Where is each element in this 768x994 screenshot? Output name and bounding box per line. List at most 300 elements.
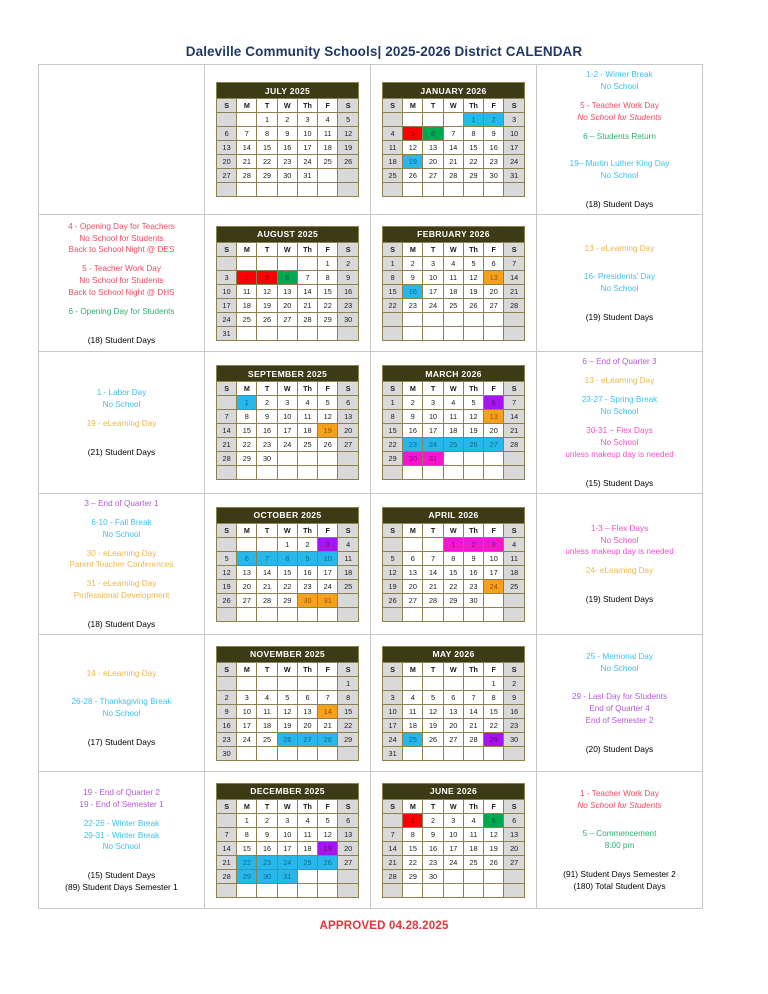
day-cell-8: 8	[443, 551, 463, 565]
notes-left_notes	[39, 136, 204, 144]
dow-header-6: S	[504, 382, 525, 396]
day-cell-23: 23	[423, 855, 443, 869]
day-cell-13: 13	[443, 704, 463, 718]
day-cell-14: 14	[217, 424, 237, 438]
day-cell-23: 23	[463, 579, 483, 593]
day-cell-28: 28	[217, 452, 237, 466]
note-block	[42, 418, 201, 430]
day-cell-18: 18	[504, 565, 525, 579]
day-cell-17: 17	[318, 565, 338, 579]
note-line: 19 - End of Quarter 2	[83, 787, 160, 797]
day-cell-2: 2	[484, 113, 504, 127]
day-cell-7: 7	[463, 690, 483, 704]
empty-day-cell	[504, 593, 525, 607]
dow-header-3: W	[277, 662, 297, 676]
note-line: 29 - Last Day for Students	[571, 692, 668, 702]
day-cell-15: 15	[463, 141, 483, 155]
day-cell-30: 30	[504, 732, 525, 746]
week-row	[217, 883, 359, 897]
day-cell-10: 10	[443, 827, 463, 841]
day-cell-19: 19	[257, 298, 277, 312]
empty-day-cell	[297, 256, 317, 270]
day-cell-29: 29	[484, 732, 504, 746]
day-cell-4: 4	[463, 813, 483, 827]
day-cell-19: 19	[463, 284, 483, 298]
day-cell-1: 1	[237, 396, 257, 410]
empty-day-cell	[217, 676, 237, 690]
empty-day-cell	[504, 452, 525, 466]
day-cell-25: 25	[383, 169, 403, 183]
week-row	[383, 746, 525, 760]
day-cell-26: 26	[463, 438, 483, 452]
dow-header-3: W	[277, 799, 297, 813]
day-cell-22: 22	[383, 438, 403, 452]
empty-day-cell	[463, 869, 483, 883]
day-cell-23: 23	[217, 732, 237, 746]
week-row	[217, 183, 359, 197]
week-row	[383, 593, 525, 607]
empty-day-cell	[277, 326, 297, 340]
month-title: JUNE 2026	[383, 783, 525, 799]
empty-day-cell	[297, 183, 317, 197]
empty-day-cell	[237, 537, 257, 551]
day-cell-7: 7	[318, 690, 338, 704]
empty-day-cell	[237, 883, 257, 897]
day-cell-18: 18	[237, 298, 257, 312]
notes-spacer	[540, 819, 699, 828]
calendar-cell-right	[371, 65, 537, 215]
day-cell-31: 31	[217, 326, 237, 340]
day-cell-25: 25	[297, 855, 317, 869]
empty-day-cell	[383, 183, 403, 197]
note-line: 31 - eLearning Day	[86, 579, 157, 589]
day-cell-27: 27	[338, 855, 359, 869]
dow-header-6: S	[504, 799, 525, 813]
empty-day-cell	[217, 607, 237, 621]
dow-header-0: S	[217, 99, 237, 113]
calendar-cell-right	[371, 493, 537, 634]
day-cell-16: 16	[257, 424, 277, 438]
day-cell-23: 23	[504, 718, 525, 732]
empty-day-cell	[443, 883, 463, 897]
day-cell-10: 10	[277, 827, 297, 841]
note-line: 6-10 - Fall Break	[91, 517, 152, 527]
note-line: No School	[102, 708, 141, 718]
week-row	[217, 593, 359, 607]
week-row	[383, 127, 525, 141]
empty-day-cell	[443, 466, 463, 480]
day-cell-5: 5	[257, 270, 277, 284]
empty-day-cell	[504, 312, 525, 326]
empty-day-cell	[443, 326, 463, 340]
day-cell-16: 16	[403, 284, 423, 298]
student-days-count: (21) Student Days	[87, 446, 156, 457]
note-block	[540, 523, 699, 559]
day-cell-8: 8	[237, 410, 257, 424]
day-cell-31: 31	[383, 746, 403, 760]
empty-day-cell	[463, 326, 483, 340]
empty-day-cell	[423, 312, 443, 326]
day-cell-23: 23	[277, 155, 297, 169]
month-calendar-december-2025	[216, 783, 359, 898]
day-cell-1: 1	[318, 256, 338, 270]
day-cell-18: 18	[297, 424, 317, 438]
empty-day-cell	[403, 183, 423, 197]
empty-day-cell	[463, 676, 483, 690]
empty-day-cell	[463, 312, 483, 326]
empty-day-cell	[484, 452, 504, 466]
dow-header-6: S	[504, 662, 525, 676]
note-block	[42, 263, 201, 299]
week-row	[383, 298, 525, 312]
notes-spacer	[42, 609, 201, 618]
day-cell-17: 17	[217, 298, 237, 312]
empty-day-cell	[237, 113, 257, 127]
empty-day-cell	[237, 326, 257, 340]
calendar-cell-left	[205, 352, 371, 493]
day-cell-16: 16	[403, 424, 423, 438]
month-title: APRIL 2026	[383, 507, 525, 523]
day-cell-4: 4	[237, 270, 257, 284]
dow-header-1: M	[237, 99, 257, 113]
day-cell-12: 12	[217, 565, 237, 579]
week-row	[217, 438, 359, 452]
empty-day-cell	[318, 452, 338, 466]
note-line: No School	[600, 437, 639, 447]
day-cell-4: 4	[297, 396, 317, 410]
day-cell-1: 1	[463, 113, 483, 127]
notes-cell-left	[39, 65, 205, 215]
empty-day-cell	[423, 746, 443, 760]
day-cell-19: 19	[463, 424, 483, 438]
note-line: 22-26 - Winter Break	[83, 818, 160, 828]
calendar-row	[39, 215, 703, 352]
day-cell-27: 27	[297, 732, 317, 746]
day-cell-27: 27	[237, 593, 257, 607]
day-cell-26: 26	[217, 593, 237, 607]
day-cell-25: 25	[504, 579, 525, 593]
calendar-row	[39, 772, 703, 909]
empty-day-cell	[463, 183, 483, 197]
note-line: No School	[102, 400, 141, 410]
notes-spacer	[42, 727, 201, 736]
empty-day-cell	[383, 113, 403, 127]
week-row	[383, 732, 525, 746]
day-cell-30: 30	[297, 593, 317, 607]
dow-header-2: T	[423, 799, 443, 813]
day-cell-26: 26	[403, 169, 423, 183]
month-title: MARCH 2026	[383, 366, 525, 382]
empty-day-cell	[277, 607, 297, 621]
day-cell-12: 12	[318, 827, 338, 841]
dow-header-5: F	[484, 242, 504, 256]
empty-day-cell	[318, 869, 338, 883]
day-cell-29: 29	[403, 869, 423, 883]
dow-header-4: Th	[297, 523, 317, 537]
dow-header-1: M	[237, 523, 257, 537]
day-cell-29: 29	[463, 169, 483, 183]
day-cell-25: 25	[257, 732, 277, 746]
empty-day-cell	[338, 593, 359, 607]
day-cell-21: 21	[443, 155, 463, 169]
notes-right_notes	[537, 647, 702, 759]
calendar-cell-left	[205, 772, 371, 909]
day-cell-27: 27	[484, 298, 504, 312]
dow-header-6: S	[338, 99, 359, 113]
empty-day-cell	[383, 537, 403, 551]
week-row	[383, 326, 525, 340]
note-line: unless makeup day is needed	[565, 547, 674, 557]
day-cell-16: 16	[338, 284, 359, 298]
day-cell-31: 31	[423, 452, 443, 466]
week-row	[383, 855, 525, 869]
note-line: No School	[600, 81, 639, 91]
dow-header-2: T	[257, 382, 277, 396]
day-cell-2: 2	[257, 813, 277, 827]
dow-header-5: F	[484, 523, 504, 537]
day-cell-25: 25	[463, 855, 483, 869]
empty-day-cell	[237, 746, 257, 760]
day-cell-1: 1	[383, 256, 403, 270]
notes-spacer	[540, 302, 699, 311]
calendar-row	[39, 352, 703, 493]
dow-header-4: Th	[463, 382, 483, 396]
note-block	[540, 131, 699, 143]
week-row	[383, 813, 525, 827]
student-days-semester-total: (180) Total Student Days	[573, 881, 666, 892]
day-cell-13: 13	[338, 827, 359, 841]
day-cell-15: 15	[318, 284, 338, 298]
day-cell-12: 12	[484, 827, 504, 841]
note-block	[42, 387, 201, 411]
day-cell-20: 20	[403, 579, 423, 593]
day-cell-14: 14	[504, 410, 525, 424]
day-cell-11: 11	[297, 827, 317, 841]
note-line: 5 - Teacher Work Day	[580, 100, 659, 110]
day-cell-28: 28	[443, 169, 463, 183]
day-cell-17: 17	[383, 718, 403, 732]
day-cell-21: 21	[423, 579, 443, 593]
month-title: FEBRUARY 2026	[383, 226, 525, 242]
dow-header-5: F	[484, 662, 504, 676]
day-cell-12: 12	[383, 565, 403, 579]
day-cell-11: 11	[443, 410, 463, 424]
day-cell-28: 28	[237, 169, 257, 183]
day-cell-2: 2	[403, 396, 423, 410]
day-cell-28: 28	[504, 438, 525, 452]
empty-day-cell	[443, 607, 463, 621]
notes-right_notes	[537, 519, 702, 610]
week-row	[217, 169, 359, 183]
dow-header-4: Th	[463, 242, 483, 256]
day-cell-6: 6	[277, 270, 297, 284]
week-row	[383, 579, 525, 593]
day-cell-4: 4	[318, 113, 338, 127]
day-cell-7: 7	[383, 827, 403, 841]
day-cell-17: 17	[277, 841, 297, 855]
day-cell-14: 14	[463, 704, 483, 718]
empty-day-cell	[403, 537, 423, 551]
notes-left_notes	[39, 655, 204, 752]
empty-day-cell	[297, 326, 317, 340]
empty-day-cell	[277, 676, 297, 690]
day-cell-28: 28	[217, 869, 237, 883]
day-cell-27: 27	[443, 732, 463, 746]
day-cell-15: 15	[443, 565, 463, 579]
day-cell-11: 11	[318, 127, 338, 141]
dow-header-5: F	[318, 242, 338, 256]
day-cell-15: 15	[383, 424, 403, 438]
day-cell-8: 8	[257, 127, 277, 141]
empty-day-cell	[383, 607, 403, 621]
day-cell-25: 25	[443, 438, 463, 452]
note-line: 6 – Students Return	[583, 131, 656, 141]
note-line: 1-3 – Flex Days	[590, 523, 649, 533]
day-cell-17: 17	[277, 424, 297, 438]
calendar-cell-right	[371, 772, 537, 909]
day-cell-9: 9	[403, 410, 423, 424]
empty-day-cell	[237, 466, 257, 480]
day-cell-6: 6	[484, 256, 504, 270]
empty-day-cell	[484, 466, 504, 480]
dow-header-1: M	[403, 662, 423, 676]
empty-day-cell	[403, 312, 423, 326]
day-cell-4: 4	[383, 127, 403, 141]
week-row	[217, 732, 359, 746]
day-cell-8: 8	[338, 690, 359, 704]
day-cell-5: 5	[277, 690, 297, 704]
day-cell-9: 9	[338, 270, 359, 284]
dow-header-6: S	[504, 523, 525, 537]
note-line: 19– Martin Luther King Day	[569, 159, 670, 169]
dow-header-0: S	[383, 799, 403, 813]
day-cell-4: 4	[403, 690, 423, 704]
day-cell-28: 28	[318, 732, 338, 746]
empty-day-cell	[443, 113, 463, 127]
notes-cell-left	[39, 215, 205, 352]
note-line: 24- eLearning Day	[585, 566, 654, 576]
day-cell-22: 22	[338, 718, 359, 732]
week-row	[383, 466, 525, 480]
empty-day-cell	[338, 869, 359, 883]
dow-header-4: Th	[297, 799, 317, 813]
empty-day-cell	[318, 883, 338, 897]
note-block	[42, 306, 201, 318]
week-row	[383, 113, 525, 127]
day-cell-29: 29	[443, 593, 463, 607]
day-cell-22: 22	[237, 855, 257, 869]
dow-header-1: M	[237, 382, 257, 396]
day-cell-21: 21	[504, 424, 525, 438]
empty-day-cell	[423, 537, 443, 551]
week-row	[217, 298, 359, 312]
dow-header-5: F	[484, 382, 504, 396]
day-cell-16: 16	[257, 841, 277, 855]
dow-header-0: S	[383, 382, 403, 396]
week-row	[383, 438, 525, 452]
day-cell-22: 22	[443, 579, 463, 593]
day-cell-15: 15	[338, 704, 359, 718]
week-row	[383, 256, 525, 270]
day-cell-25: 25	[443, 298, 463, 312]
day-cell-22: 22	[484, 718, 504, 732]
week-row	[383, 841, 525, 855]
day-cell-24: 24	[318, 579, 338, 593]
note-line: No School	[102, 842, 141, 852]
day-cell-25: 25	[297, 438, 317, 452]
day-cell-30: 30	[423, 869, 443, 883]
empty-day-cell	[338, 169, 359, 183]
empty-day-cell	[277, 256, 297, 270]
dow-header-4: Th	[463, 799, 483, 813]
notes-spacer	[42, 325, 201, 334]
month-title: JANUARY 2026	[383, 83, 525, 99]
empty-day-cell	[484, 326, 504, 340]
empty-day-cell	[403, 113, 423, 127]
notes-cell-right	[537, 772, 703, 909]
day-cell-17: 17	[484, 565, 504, 579]
dow-header-2: T	[423, 99, 443, 113]
empty-day-cell	[484, 183, 504, 197]
day-cell-11: 11	[383, 141, 403, 155]
day-cell-10: 10	[383, 704, 403, 718]
month-calendar-march-2026	[382, 365, 525, 480]
week-row	[383, 537, 525, 551]
day-cell-21: 21	[217, 855, 237, 869]
page-title	[0, 44, 768, 59]
empty-day-cell	[318, 466, 338, 480]
day-cell-5: 5	[484, 813, 504, 827]
week-row	[383, 869, 525, 883]
dow-header-0: S	[383, 662, 403, 676]
day-cell-16: 16	[504, 704, 525, 718]
week-row	[383, 452, 525, 466]
note-block	[42, 498, 201, 510]
day-cell-12: 12	[423, 704, 443, 718]
day-cell-7: 7	[257, 551, 277, 565]
note-line: unless makeup day is needed	[565, 449, 674, 459]
day-cell-11: 11	[403, 704, 423, 718]
empty-day-cell	[257, 746, 277, 760]
day-cell-22: 22	[383, 298, 403, 312]
day-cell-28: 28	[463, 732, 483, 746]
note-block	[42, 517, 201, 541]
day-cell-5: 5	[463, 396, 483, 410]
day-cell-16: 16	[484, 141, 504, 155]
dow-header-0: S	[383, 242, 403, 256]
note-block	[540, 788, 699, 812]
day-cell-22: 22	[403, 855, 423, 869]
week-row	[217, 410, 359, 424]
day-cell-22: 22	[237, 438, 257, 452]
note-line: Parent Teacher Conferences	[69, 560, 174, 570]
note-line: Back to School Night @ DHS	[68, 288, 175, 298]
day-cell-9: 9	[257, 827, 277, 841]
note-line: No School	[600, 171, 639, 181]
week-row	[217, 284, 359, 298]
day-cell-9: 9	[277, 127, 297, 141]
notes-cell-left	[39, 772, 205, 909]
week-row	[217, 127, 359, 141]
week-row	[217, 607, 359, 621]
day-cell-4: 4	[297, 813, 317, 827]
day-cell-3: 3	[443, 813, 463, 827]
notes-cell-right	[537, 635, 703, 772]
calendar-cell-left	[205, 493, 371, 634]
dow-header-5: F	[318, 99, 338, 113]
day-cell-1: 1	[443, 537, 463, 551]
note-block	[540, 394, 699, 418]
